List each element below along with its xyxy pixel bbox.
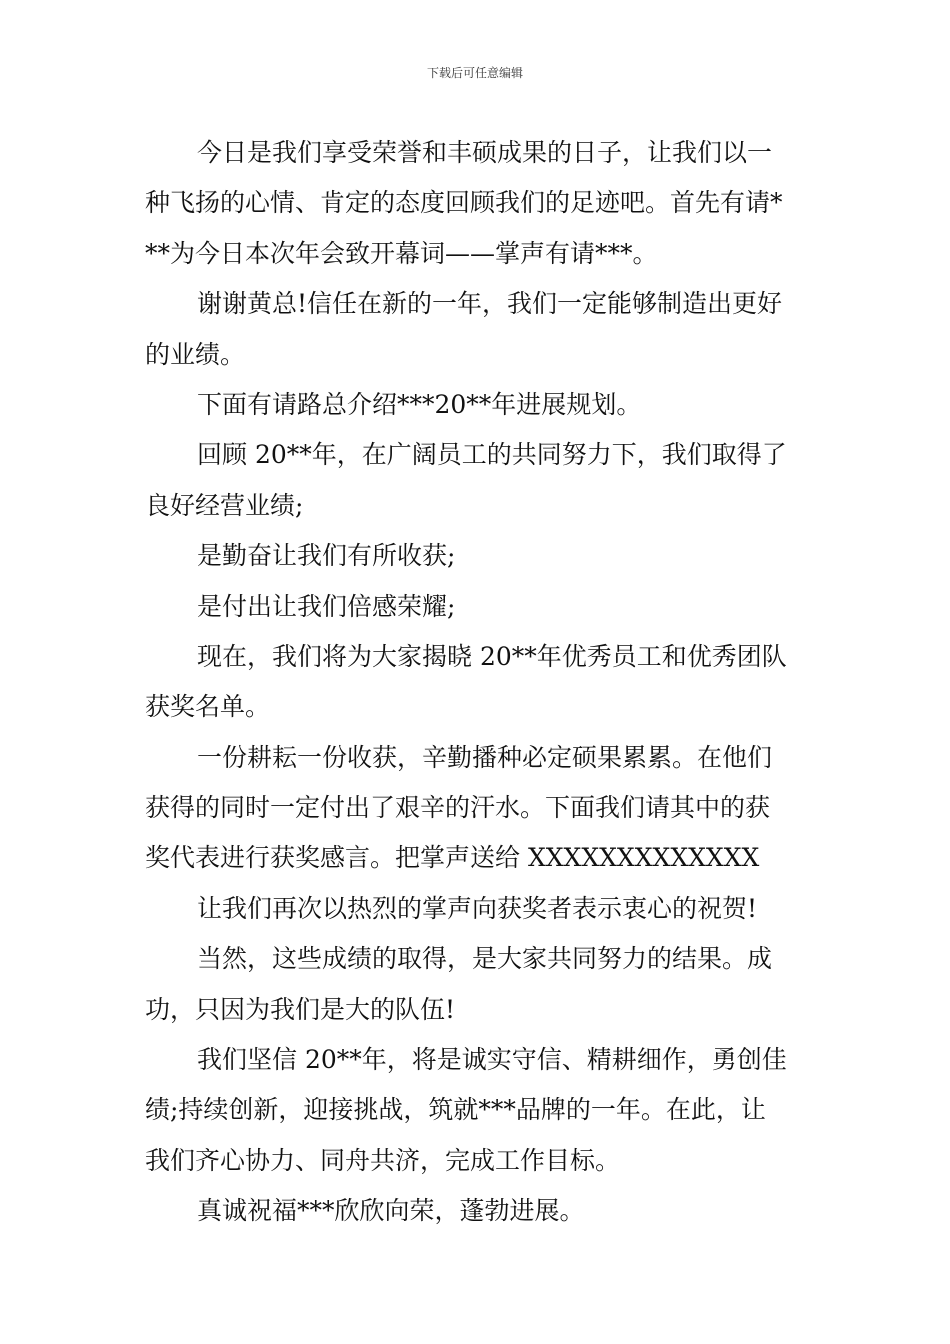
text-line: 谢谢黄总!信任在新的一年，我们一定能够制造出更好 — [197, 289, 783, 319]
text-line: 我们坚信 20**年，将是诚实守信、精耕细作，勇创佳 — [197, 1045, 787, 1075]
text-line: 真诚祝福***欣欣向荣，蓬勃进展。 — [197, 1196, 585, 1226]
text-line: 获得的同时一定付出了艰辛的汗水。下面我们请其中的获 — [145, 793, 771, 823]
text-line: 一份耕耘一份收获，辛勤播种必定硕果累累。在他们 — [197, 742, 773, 772]
text-line: 下面有请路总介绍***20**年进展规划。 — [197, 389, 642, 419]
text-line: 良好经营业绩; — [145, 490, 304, 520]
text-line: **为今日本次年会致开幕词——掌声有请***。 — [145, 238, 658, 268]
text-line: 功，只因为我们是大的队伍! — [145, 994, 456, 1024]
text-line: 绩;持续创新，迎接挑战，筑就***品牌的一年。在此，让 — [145, 1095, 766, 1125]
text-line: 是勤奋让我们有所收获; — [197, 541, 456, 571]
text-line: 我们齐心协力、同舟共济，完成工作目标。 — [145, 1145, 621, 1175]
text-line: 回顾 20**年，在广阔员工的共同努力下，我们取得了 — [197, 440, 787, 470]
document-body — [145, 128, 810, 1237]
text-line: 奖代表进行获奖感言。把掌声送给 XXXXXXXXXXXXX — [145, 843, 760, 873]
text-line: 的业绩。 — [145, 339, 246, 369]
page-header: 下载后可任意编辑 — [426, 66, 523, 80]
text-line: 现在，我们将为大家揭晓 20**年优秀员工和优秀团队 — [197, 641, 787, 671]
text-line: 是付出让我们倍感荣耀; — [197, 591, 456, 621]
text-line: 让我们再次以热烈的掌声向获奖者表示衷心的祝贺! — [197, 893, 758, 923]
text-line: 种飞扬的心情、肯定的态度回顾我们的足迹吧。首先有请* — [145, 188, 783, 218]
text-line: 今日是我们享受荣誉和丰硕成果的日子，让我们以一 — [197, 138, 773, 167]
text-line: 当然，这些成绩的取得，是大家共同努力的结果。成 — [197, 944, 773, 974]
text-line: 获奖名单。 — [145, 692, 271, 722]
